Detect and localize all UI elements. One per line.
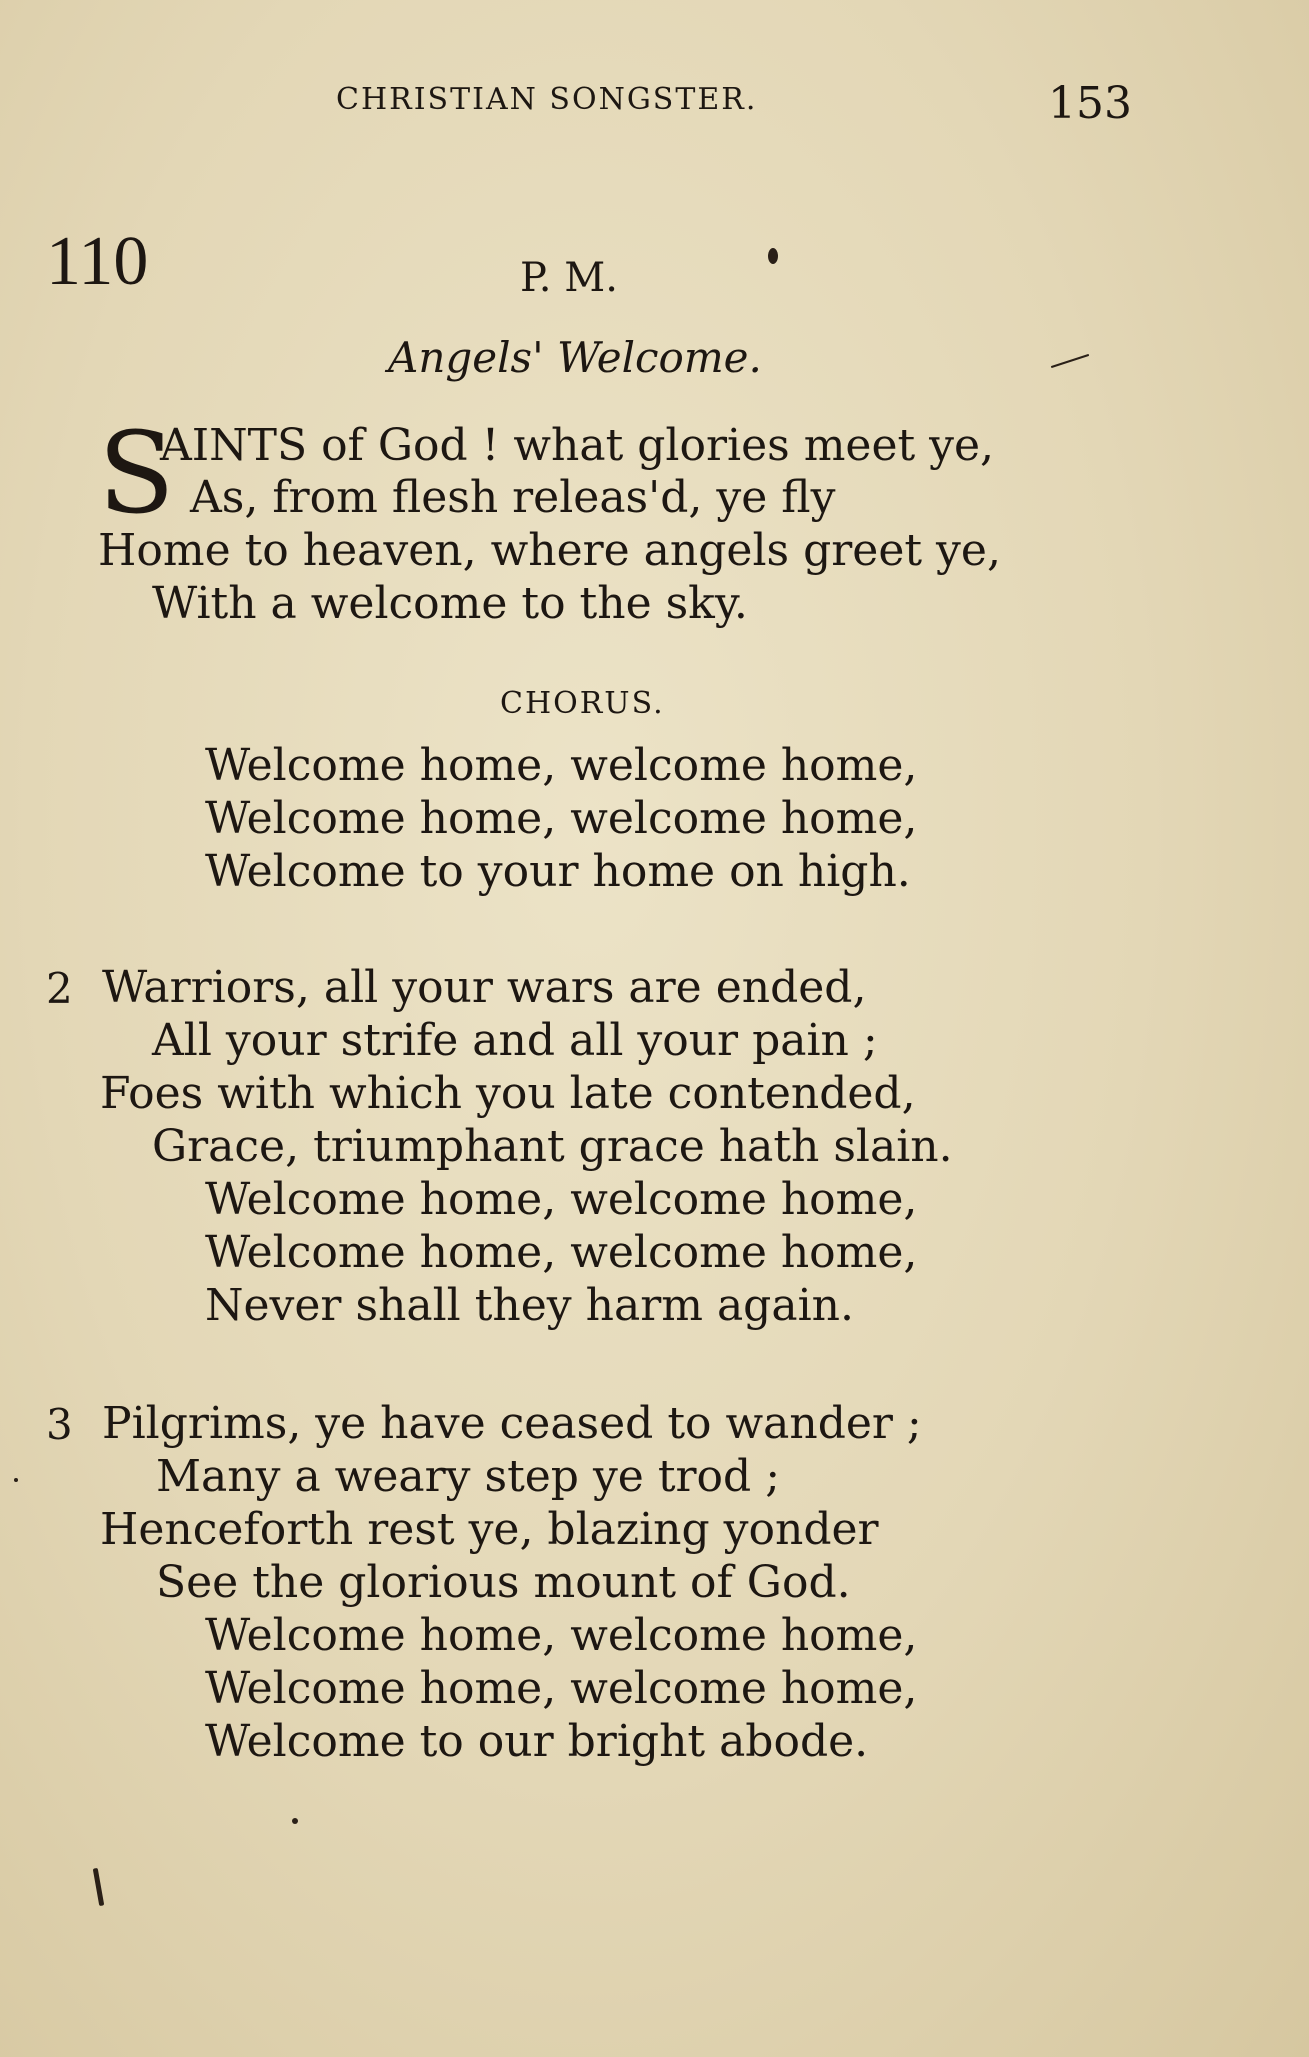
verse1-line3: Home to heaven, where angels greet ye, bbox=[98, 525, 1001, 576]
verse3-line: Welcome to our bright abode. bbox=[205, 1716, 869, 1767]
verse3-line: Welcome home, welcome home, bbox=[205, 1610, 918, 1661]
chorus-label: CHORUS. bbox=[500, 686, 665, 721]
verse2-line: Never shall they harm again. bbox=[205, 1280, 854, 1331]
running-title: CHRISTIAN SONGSTER. bbox=[336, 82, 758, 117]
verse3-line: Welcome home, welcome home, bbox=[205, 1663, 918, 1714]
drop-cap: S bbox=[98, 409, 175, 539]
verse1-line1: AINTS of God ! what glories meet ye, bbox=[160, 420, 995, 471]
verse2-line: Warriors, all your wars are ended, bbox=[102, 962, 867, 1013]
ink-speck bbox=[93, 1868, 105, 1906]
verse1-line2: As, from flesh releas'd, ye fly bbox=[190, 472, 836, 523]
verse3-line: Many a weary step ye trod ; bbox=[156, 1451, 781, 1502]
ink-speck bbox=[14, 1478, 18, 1482]
verse2-line: Grace, triumphant grace hath slain. bbox=[152, 1121, 953, 1172]
page-number: 153 bbox=[1048, 78, 1132, 129]
hymn-number: 110 bbox=[46, 223, 149, 300]
verse3-line: Pilgrims, ye have ceased to wander ; bbox=[102, 1398, 922, 1449]
verse3-number: 3 bbox=[46, 1400, 73, 1449]
verse2-number: 2 bbox=[46, 964, 73, 1013]
ink-speck bbox=[1051, 354, 1090, 368]
chorus-line: Welcome home, welcome home, bbox=[205, 793, 918, 844]
hymn-title: Angels' Welcome. bbox=[388, 333, 762, 382]
hymn-meter: P. M. bbox=[520, 255, 618, 301]
verse1-line4: With a welcome to the sky. bbox=[152, 578, 748, 629]
verse3-line: Henceforth rest ye, blazing yonder bbox=[100, 1504, 879, 1555]
verse3-line: See the glorious mount of God. bbox=[156, 1557, 851, 1608]
ink-speck bbox=[768, 248, 778, 264]
verse2-line: Welcome home, welcome home, bbox=[205, 1174, 918, 1225]
chorus-line: Welcome home, welcome home, bbox=[205, 740, 918, 791]
verse2-line: Welcome home, welcome home, bbox=[205, 1227, 918, 1278]
verse2-line: All your strife and all your pain ; bbox=[152, 1015, 878, 1066]
ink-speck bbox=[292, 1818, 298, 1824]
chorus-line: Welcome to your home on high. bbox=[205, 846, 911, 897]
verse2-line: Foes with which you late contended, bbox=[100, 1068, 916, 1119]
